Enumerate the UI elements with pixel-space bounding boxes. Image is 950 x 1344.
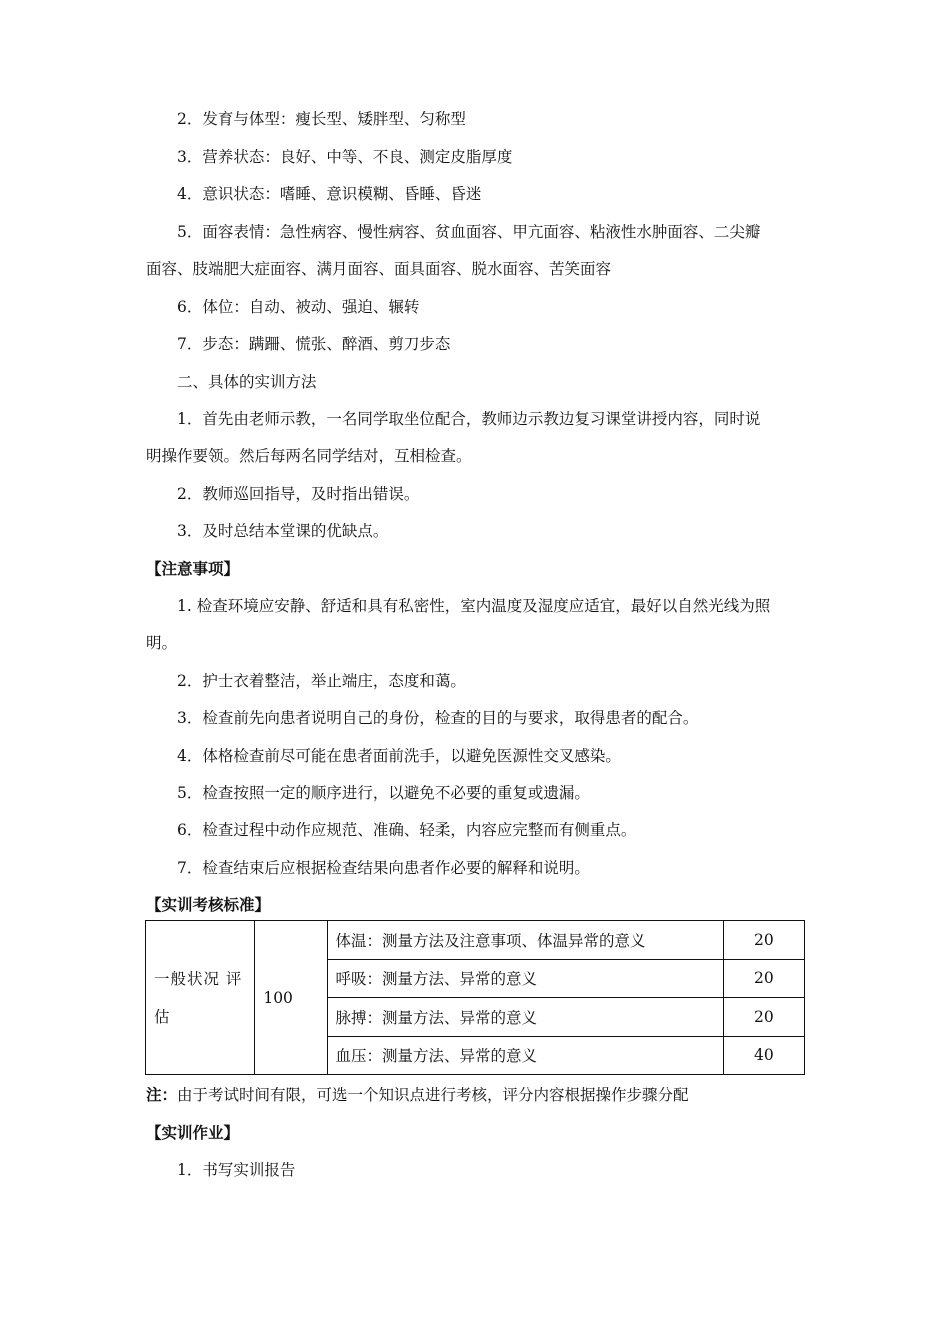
list-item: 4．意识状态：嗜睡、意识模糊、昏睡、昏迷 <box>177 185 482 203</box>
item-cell: 血压：测量方法、异常的意义 <box>327 1036 723 1075</box>
list-item-continuation: 明。 <box>146 634 178 652</box>
list-item-continuation: 明操作要领。然后每两名同学结对，互相检查。 <box>146 447 472 465</box>
list-item: 3．营养状态：良好、中等、不良、测定皮脂厚度 <box>177 148 513 166</box>
list-item: 5．检查按照一定的顺序进行，以避免不必要的重复或遗漏。 <box>177 784 590 802</box>
list-item: 1. 检查环境应安静、舒适和具有私密性，室内温度及湿度应适宜，最好以自然光线为照 <box>177 597 771 615</box>
note-text: 由于考试时间有限，可选一个知识点进行考核，评分内容根据操作步骤分配 <box>177 1086 689 1104</box>
section-title-homework: 【实训作业】 <box>146 1123 240 1142</box>
list-item: 5．面容表情：急性病容、慢性病容、贫血面容、甲亢面容、粘液性水肿面容、二尖瓣 <box>177 223 761 241</box>
list-item: 4．体格检查前尽可能在患者面前洗手，以避免医源性交叉感染。 <box>177 747 621 765</box>
list-item: 2．护士衣着整洁，举止端庄，态度和蔼。 <box>177 672 466 690</box>
list-item: 1．书写实训报告 <box>177 1161 296 1179</box>
list-item-continuation: 面容、肢端肥大症面容、满月面容、面具面容、脱水面容、苦笑面容 <box>146 260 612 278</box>
item-cell: 脉搏：测量方法、异常的意义 <box>327 998 723 1037</box>
note <box>146 1085 689 1105</box>
list-item: 6．检查过程中动作应规范、准确、轻柔，内容应完整而有侧重点。 <box>177 821 637 839</box>
table-row <box>146 921 805 960</box>
section-title-precautions: 【注意事项】 <box>146 559 240 578</box>
note-label: 注： <box>146 1085 178 1104</box>
points-cell: 20 <box>723 998 804 1037</box>
list-item: 7．检查结束后应根据检查结果向患者作必要的解释和说明。 <box>177 859 590 877</box>
section-title-assessment: 【实训考核标准】 <box>146 895 271 914</box>
list-item: 6．体位：自动、被动、强迫、辗转 <box>177 298 420 316</box>
list-item: 3．检查前先向患者说明自己的身份，检查的目的与要求，取得患者的配合。 <box>177 709 699 727</box>
item-cell: 呼吸：测量方法、异常的意义 <box>327 959 723 998</box>
points-cell: 40 <box>723 1036 804 1075</box>
list-item: 2．发育与体型：瘦长型、矮胖型、匀称型 <box>177 110 466 128</box>
item-cell: 体温：测量方法及注意事项、体温异常的意义 <box>327 921 723 960</box>
list-item: 3．及时总结本堂课的优缺点。 <box>177 522 389 540</box>
points-cell: 20 <box>723 921 804 960</box>
category-cell: 一般状况 评估 <box>146 921 255 1075</box>
list-item: 1．首先由老师示教，一名同学取坐位配合，教师边示教边复习课堂讲授内容，同时说 <box>177 410 761 428</box>
section-title-method: 二、具体的实训方法 <box>177 373 317 391</box>
points-cell: 20 <box>723 959 804 998</box>
total-score-cell: 100 <box>255 921 327 1075</box>
list-item: 2．教师巡回指导，及时指出错误。 <box>177 485 420 503</box>
assessment-table <box>145 920 805 1075</box>
list-item: 7．步态：蹒跚、慌张、醉酒、剪刀步态 <box>177 335 451 353</box>
